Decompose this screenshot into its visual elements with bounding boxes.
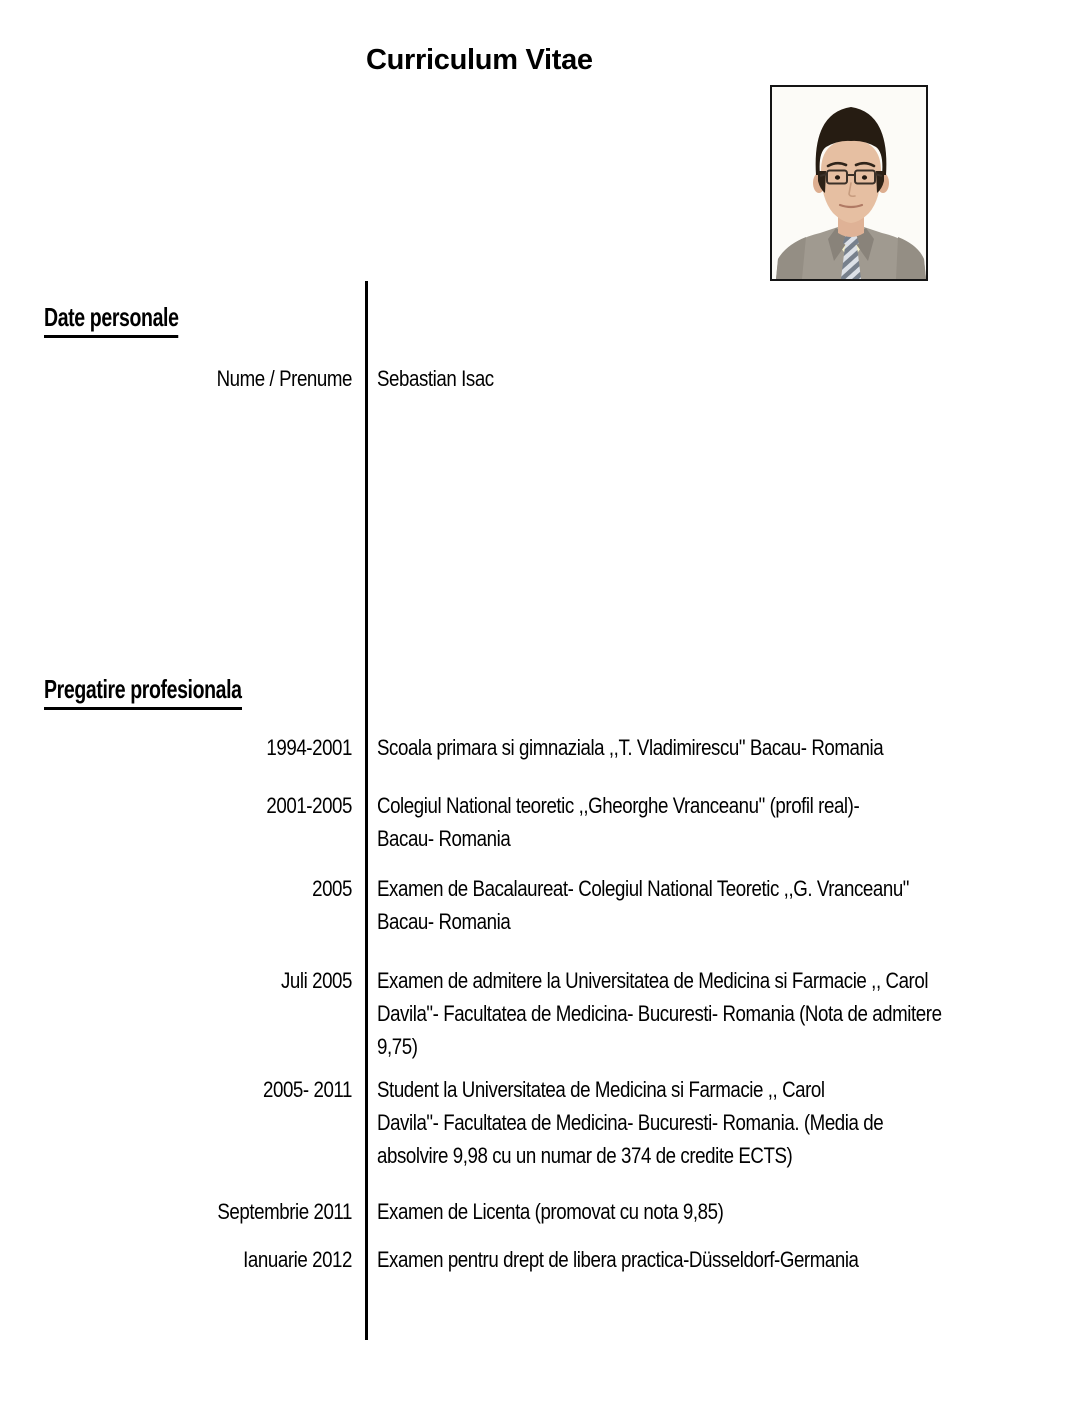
portrait-photo xyxy=(772,87,926,279)
education-entry-period: 2005- 2011 xyxy=(263,1077,352,1102)
section-heading-date-personale: Date personale xyxy=(44,302,179,338)
education-entry-line: Student la Universitatea de Medicina si Farmacie ,, Carol xyxy=(377,1077,825,1102)
field-value-nume-prenume xyxy=(377,362,494,395)
education-entry-line: Colegiul National teoretic ,,Gheorghe Vranceanu" (profil real)- xyxy=(377,793,860,818)
education-entry-text xyxy=(377,872,909,938)
education-entry-line: Examen de Bacalaureat- Colegiul National Teoretic ,,G. Vranceanu" xyxy=(377,876,910,901)
education-entry-line: Examen de Licenta (promovat cu nota 9,85) xyxy=(377,1199,724,1224)
education-entry-period: Septembrie 2011 xyxy=(217,1199,352,1224)
field-label-nume-prenume: Nume / Prenume xyxy=(216,366,352,391)
education-entry-line: Bacau- Romania xyxy=(377,909,511,934)
education-entry-period: Ianuarie 2012 xyxy=(243,1247,352,1272)
education-entry-line: Examen de admitere la Universitatea de Medicina si Farmacie ,, Carol xyxy=(377,968,929,993)
education-entry-text xyxy=(377,964,942,1063)
field-value-line: Sebastian Isac xyxy=(377,366,494,391)
education-entry-text xyxy=(377,731,883,764)
education-entry-period: 2001-2005 xyxy=(266,793,352,818)
education-entry-line: Examen pentru drept de libera practica-Düsseldorf-Germania xyxy=(377,1247,859,1272)
education-entry-text xyxy=(377,1243,859,1276)
education-entry-line: Bacau- Romania xyxy=(377,826,511,851)
document-title: Curriculum Vitae xyxy=(366,44,593,76)
education-entry-text xyxy=(377,789,859,855)
education-entry-text xyxy=(377,1195,723,1228)
education-entry-line: 9,75) xyxy=(377,1034,418,1059)
education-entry-line: absolvire 9,98 cu un numar de 374 de credite ECTS) xyxy=(377,1143,793,1168)
column-divider-line xyxy=(365,281,368,1340)
education-entry-period: 1994-2001 xyxy=(266,735,352,760)
education-entry-line: Davila"- Facultatea de Medicina- Bucuresti- Romania. (Media de xyxy=(377,1110,884,1135)
education-entry-text xyxy=(377,1073,883,1172)
education-entry-period: 2005 xyxy=(312,876,352,901)
education-entry-line: Scoala primara si gimnaziala ,,T. Vladimirescu" Bacau- Romania xyxy=(377,735,884,760)
section-heading-pregatire-profesionala: Pregatire profesionala xyxy=(44,674,242,710)
education-entry-line: Davila"- Facultatea de Medicina- Bucuresti- Romania (Nota de admitere xyxy=(377,1001,942,1026)
education-entry-period: Juli 2005 xyxy=(280,968,352,993)
photo-frame xyxy=(770,85,928,281)
